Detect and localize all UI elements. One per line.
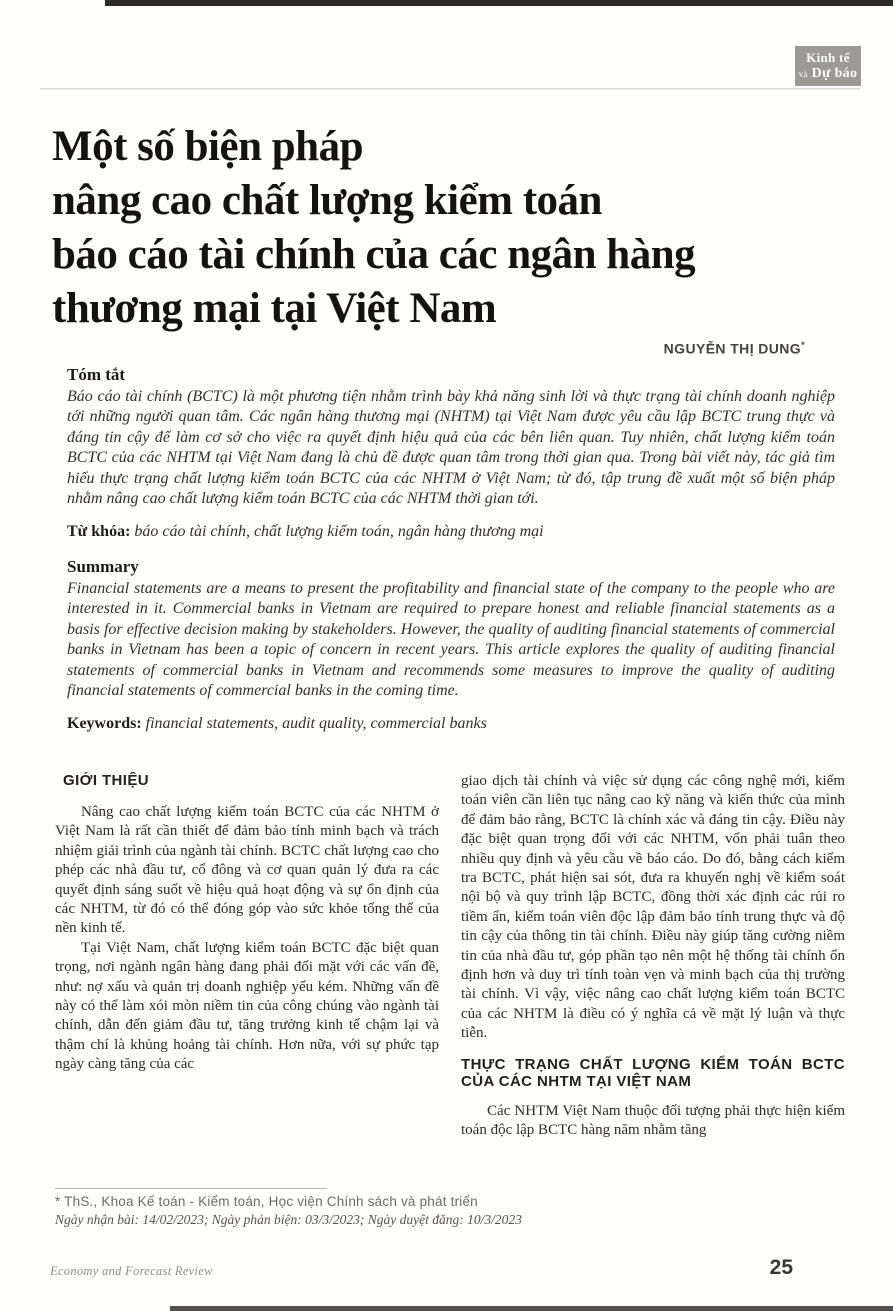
body-columns (55, 772, 845, 1190)
keywords-en-label: Keywords: (67, 714, 142, 732)
article-title-line-2: nâng cao chất lượng kiểm toán (52, 177, 602, 224)
author-byline (0, 340, 805, 357)
intro-section-heading: GIỚI THIỆU (63, 772, 149, 789)
abstract-text: Báo cáo tài chính (BCTC) là một phương tiện nhằm trình bày khả năng sinh lời và thực trạng tài chính doanh nghiệp tới những người quan tâm. Các ngân hàng thương mại (NHTM) tại Việt Nam được yêu cầu lập BCTC trung thực và đáng tin cậy để làm cơ sở cho việc ra quyết định hiệu quả của các bên liên quan. Tuy nhiên, chất lượng kiểm toán BCTC của các NHTM tại Việt Nam đang là chủ đề được quan tâm trong thời gian qua. Trong bài viết này, tác giả tìm hiểu thực trạng chất lượng kiểm toán BCTC của các NHTM ở Việt Nam; từ đó, tập trung đề xuất một số biện pháp nhằm nâng cao chất lượng kiểm toán BCTC của các NHTM thời gian tới. (67, 387, 835, 508)
abstract-block (67, 365, 835, 733)
article-title-line-4: thương mại tại Việt Nam (52, 285, 497, 332)
journal-name-footer: Economy and Forecast Review (50, 1264, 213, 1278)
keywords-vi-label: Từ khóa: (67, 522, 131, 540)
journal-logo-line1: Kinh tế (806, 50, 850, 65)
summary-heading: Summary (67, 556, 139, 576)
author-name: NGUYỄN THỊ DUNG (663, 340, 802, 357)
footnote-divider (55, 1188, 327, 1189)
keywords-vi-text: báo cáo tài chính, chất lượng kiểm toán, ngân hàng thương mại (134, 522, 544, 540)
keywords-vi-line (67, 523, 835, 541)
bottom-scan-band (170, 1306, 893, 1311)
footnote-block (55, 1188, 845, 1228)
abstract-heading: Tóm tắt (67, 364, 126, 384)
intro-paragraph-2-continued: giao dịch tài chính và việc sử dụng các công nghệ mới, kiểm toán viên cần liên tục nâng cao kỹ năng và kiến thức của mình để đảm bảo rằng, BCTC là chính xác và đáng tin cậy. Điều này đặc biệt quan trọng đối với các NHTM, vốn phải tuân theo nhiều quy định và yêu cầu về báo cáo. Do đó, bằng cách kiểm tra BCTC, phát hiện sai sót, đưa ra khuyến nghị về kiểm soát nội bộ và quy trình lập BCTC, đồng thời xác định các rủi ro tiềm ẩn, kiểm toán viên độc lập đảm bảo tính trung thực và độ tin cậy của thông tin tài chính. Điều này giúp tăng cường niềm tin của nhà đầu tư, góp phần tạo nên một hệ thống tài chính ổn định hơn và duy trì tính toàn vẹn và minh bạch của thị trường tài chính. Vì vậy, việc nâng cao chất lượng kiểm toán BCTC của các NHTM là điều có ý nghĩa cả về mặt lý luận và thực tiễn. (461, 773, 845, 1042)
article-title-line-1: Một số biện pháp (52, 123, 363, 170)
article-title (52, 120, 845, 336)
footnote-affiliation: * ThS., Khoa Kế toán - Kiểm toán, Học viện Chính sách và phát triển (55, 1194, 478, 1209)
footnote-dates: Ngày nhận bài: 14/02/2023; Ngày phản biện: 03/3/2023; Ngày duyệt đăng: 10/3/2023 (55, 1212, 522, 1227)
journal-logo-line2-main: Dự báo (811, 66, 858, 82)
summary-text: Financial statements are a means to present the profitability and financial state of the company to the people who are interested in it. Commercial banks in Vietnam are required to prepare honest and reliable financial statements as a basis for effective decision making by stakeholders. However, the quality of auditing financial statements of commercial banks in Vietnam has been a topic of concern in recent years. This article explores the quality of auditing financial statements of commercial banks in Vietnam and recommends some measures to improve the quality of auditing financial statements of commercial banks in the coming time. (67, 579, 835, 700)
intro-paragraph-2: Tại Việt Nam, chất lượng kiểm toán BCTC đặc biệt quan trọng, nơi ngành ngân hàng đang phải đối mặt với các vấn đề, như: nợ xấu và quản trị doanh nghiệp yếu kém. Những vấn đề này có thể làm xói mòn niềm tin của công chúng vào ngành tài chính, dẫn đến giảm đầu tư, tăng trưởng kinh tế chậm lại và thậm chí là khủng hoảng tài chính. Hơn nữa, với sự phức tạp ngày càng tăng của các (55, 939, 439, 1073)
article-title-line-3: báo cáo tài chính của các ngân hàng (52, 231, 696, 278)
page-number: 25 (769, 1256, 793, 1279)
body-column-left (55, 772, 439, 1190)
keywords-en-line (67, 715, 835, 733)
keywords-en-text: financial statements, audit quality, commercial banks (145, 714, 487, 732)
body-column-right (461, 772, 845, 1190)
section2-paragraph-1: Các NHTM Việt Nam thuộc đối tượng phải thực hiện kiểm toán độc lập BCTC hàng năm nhằm tăng (461, 1102, 845, 1139)
journal-logo-line2-prefix: và (798, 69, 808, 80)
intro-paragraph-1: Nâng cao chất lượng kiểm toán BCTC của các NHTM ở Việt Nam là rất cần thiết để đảm bảo tính minh bạch và trách nhiệm giải trình của ngành tài chính. BCTC chất lượng cao cho phép các nhà đầu tư, cổ đông và cơ quan quản lý đưa ra các quyết định sáng suốt về hiệu quả hoạt động và sự ổn định của các NHTM, từ đó có thể đóng góp vào sức khỏe tổng thể của nền kinh tế. (55, 804, 439, 937)
page-footer (50, 1256, 793, 1280)
author-footnote-mark: * (801, 340, 805, 350)
section2-heading: THỰC TRẠNG CHẤT LƯỢNG KIỂM TOÁN BCTC CỦA CÁC NHTM TẠI VIỆT NAM (461, 1055, 845, 1090)
